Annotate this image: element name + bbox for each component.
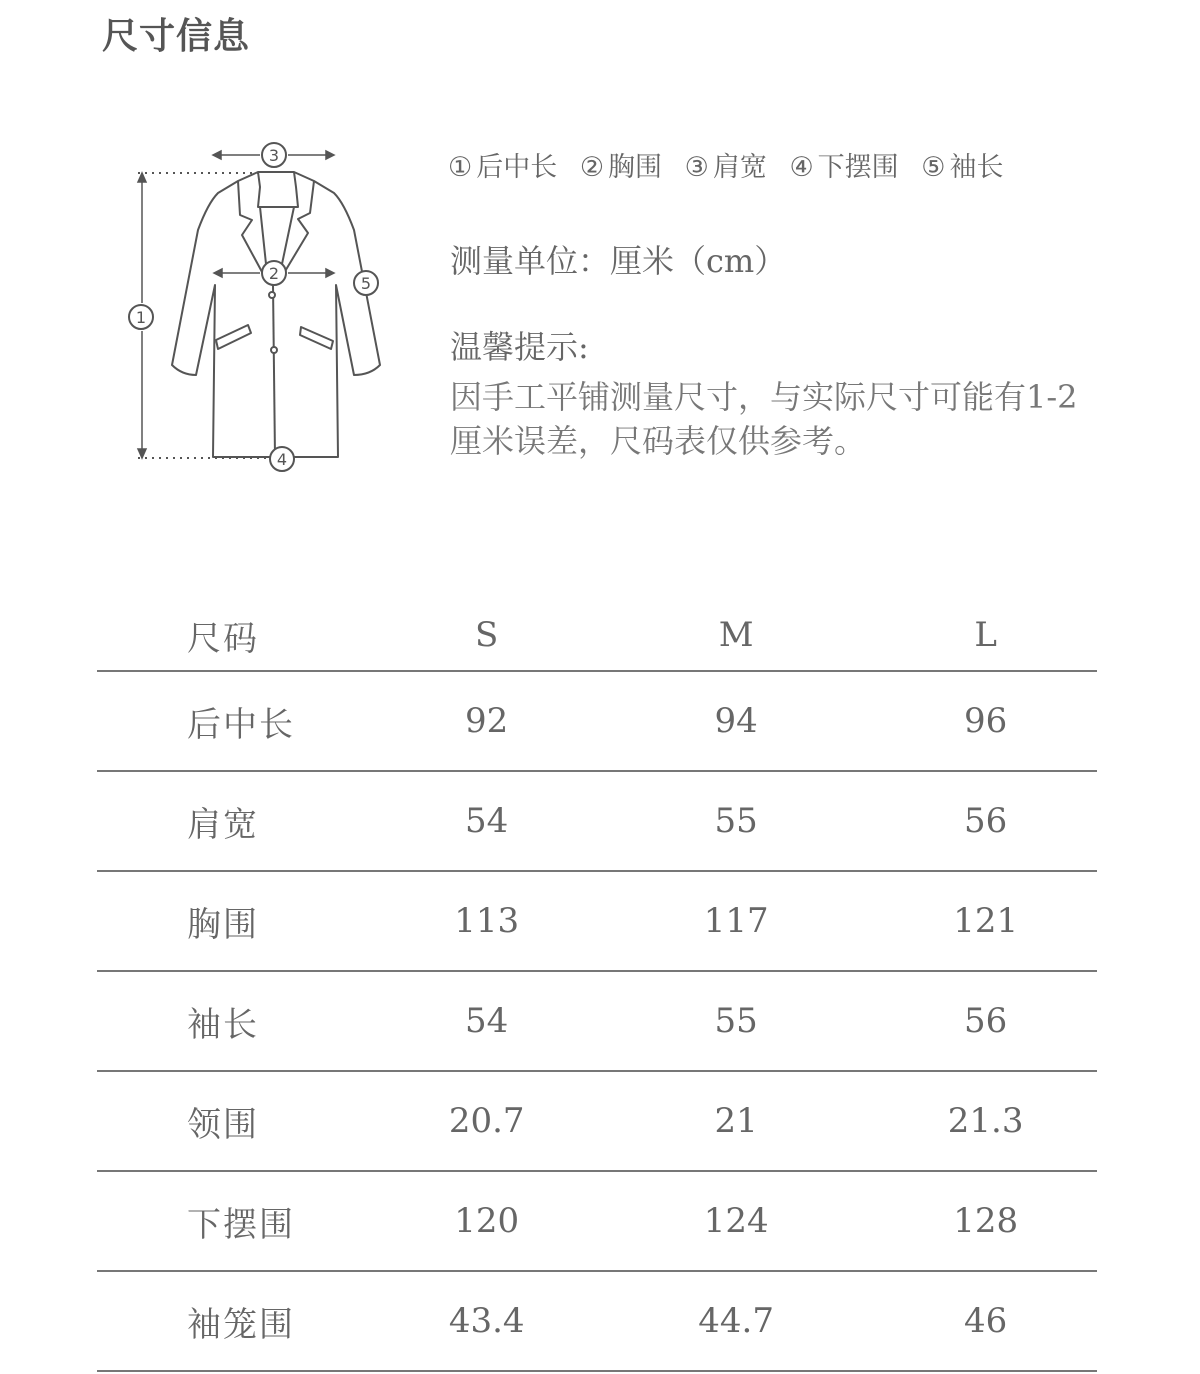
header-cell: S bbox=[475, 615, 499, 655]
coat-measurement-diagram bbox=[120, 135, 400, 480]
cell-m: 55 bbox=[714, 1001, 758, 1041]
cell-s: 120 bbox=[454, 1201, 520, 1241]
tip-label: 温馨提示: bbox=[450, 328, 589, 366]
cell-s: 54 bbox=[465, 801, 509, 841]
cell-s: 43.4 bbox=[448, 1301, 525, 1341]
table-row bbox=[97, 771, 1097, 871]
row-label: 胸围 bbox=[187, 904, 259, 945]
table-row bbox=[97, 1071, 1097, 1171]
cell-l: 46 bbox=[964, 1301, 1008, 1341]
header-cell: M bbox=[718, 615, 754, 655]
marker-3: 3 bbox=[268, 146, 280, 165]
button bbox=[271, 347, 277, 353]
cell-l: 121 bbox=[953, 901, 1019, 941]
table-row bbox=[97, 871, 1097, 971]
cell-l: 128 bbox=[953, 1201, 1019, 1241]
legend-item: ⑤ 袖长 bbox=[921, 152, 1004, 183]
coat-outline bbox=[172, 172, 380, 457]
tip-text: 因手工平铺测量尺寸，与实际尺寸可能有1-2厘米误差，尺码表仅供参考。 bbox=[450, 378, 1078, 460]
collar bbox=[258, 172, 298, 207]
row-label: 领围 bbox=[187, 1104, 259, 1145]
cell-s: 92 bbox=[465, 701, 509, 741]
legend-item: ② 胸围 bbox=[579, 152, 663, 183]
cell-m: 117 bbox=[703, 901, 769, 941]
header-cell: 尺码 bbox=[187, 618, 259, 659]
table-row bbox=[97, 1171, 1097, 1271]
table-row bbox=[97, 671, 1097, 771]
row-label: 下摆围 bbox=[187, 1204, 295, 1245]
cell-m: 44.7 bbox=[698, 1301, 774, 1341]
header-cell: L bbox=[974, 615, 997, 655]
legend-item: ① 后中长 bbox=[448, 152, 558, 183]
measurement-legend bbox=[448, 145, 1017, 184]
marker-1: 1 bbox=[135, 308, 147, 327]
pocket-left bbox=[216, 325, 251, 349]
marker-5: 5 bbox=[360, 274, 372, 293]
row-label: 袖笼围 bbox=[187, 1304, 295, 1345]
table-row bbox=[97, 1271, 1097, 1371]
legend-item: ③ 肩宽 bbox=[684, 152, 767, 183]
cell-m: 21 bbox=[714, 1101, 758, 1141]
cell-l: 56 bbox=[964, 801, 1008, 841]
legend-item: ④ 下摆围 bbox=[789, 152, 899, 183]
measurement-unit: 测量单位：厘米（cm） bbox=[450, 242, 787, 280]
cell-l: 56 bbox=[964, 1001, 1008, 1041]
row-label: 后中长 bbox=[187, 704, 295, 745]
table-row bbox=[97, 971, 1097, 1071]
marker-4: 4 bbox=[276, 450, 288, 469]
page-title: 尺寸信息 bbox=[102, 16, 251, 57]
row-label: 肩宽 bbox=[187, 804, 259, 845]
cell-s: 54 bbox=[465, 1001, 509, 1041]
cell-s: 20.7 bbox=[448, 1101, 525, 1141]
cell-l: 21.3 bbox=[947, 1101, 1024, 1141]
row-label: 袖长 bbox=[187, 1004, 259, 1045]
button bbox=[269, 292, 275, 298]
marker-2: 2 bbox=[268, 264, 280, 283]
cell-m: 94 bbox=[714, 701, 758, 741]
pocket-right bbox=[300, 327, 333, 349]
size-table bbox=[97, 600, 1097, 1372]
cell-m: 55 bbox=[714, 801, 758, 841]
cell-l: 96 bbox=[964, 701, 1008, 741]
cell-s: 113 bbox=[454, 901, 520, 941]
cell-m: 124 bbox=[703, 1201, 769, 1241]
table-header-row bbox=[97, 600, 1097, 671]
